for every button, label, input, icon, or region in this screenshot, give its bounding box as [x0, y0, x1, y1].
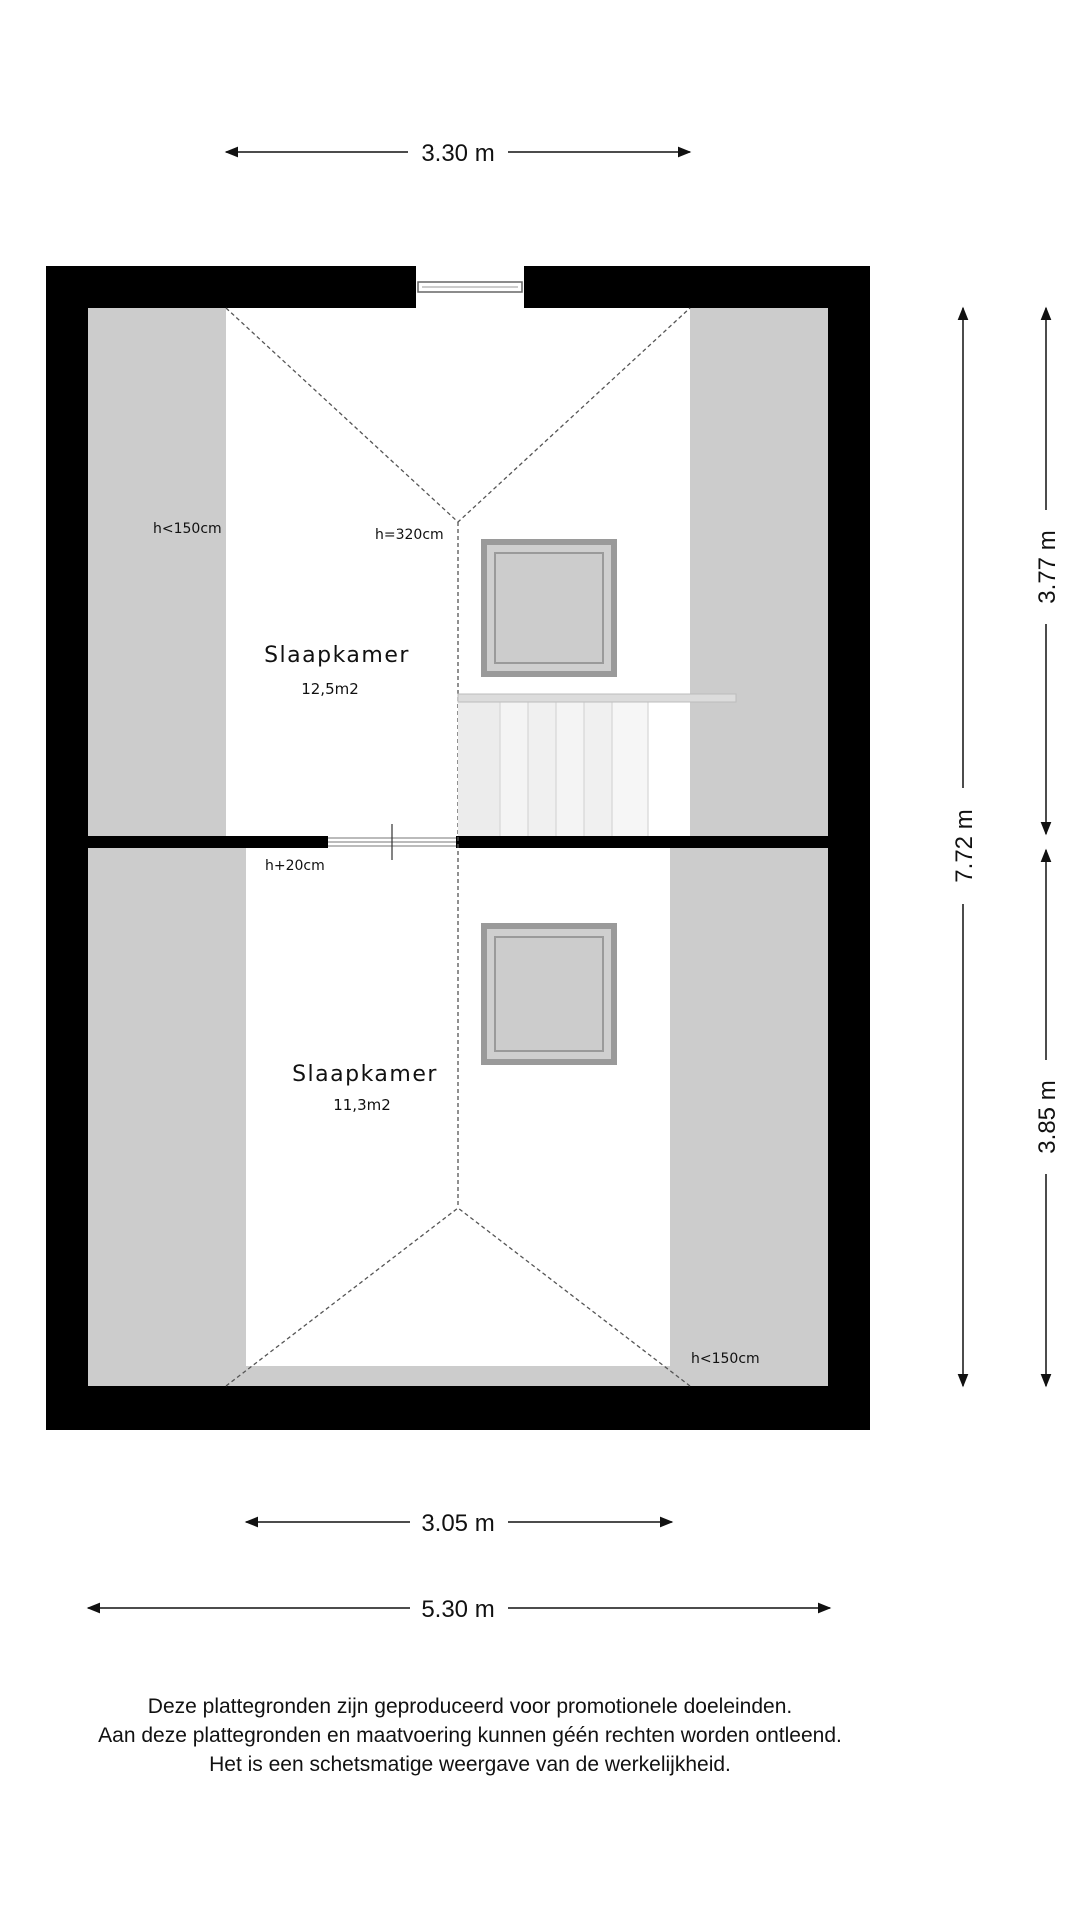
- room-area-upper: 12,5m2: [301, 680, 359, 698]
- room-area-lower: 11,3m2: [333, 1096, 391, 1114]
- height-label-upper-left: h<150cm: [153, 521, 222, 537]
- dimension-total-width: [88, 1596, 830, 1623]
- disclaimer-line: Het is een schetsmatige weergave van de werkelijkheid.: [209, 1753, 731, 1776]
- dimension-label-lower-length: 3.85 m: [1034, 1080, 1061, 1154]
- low-ceiling-zone-upper-left: [88, 308, 226, 836]
- stair-railing: [458, 694, 736, 702]
- dimension-label-total-length: 7.72 m: [951, 809, 978, 883]
- dimension-upper-length: [1034, 308, 1061, 834]
- height-label-upper-center: h=320cm: [375, 527, 444, 543]
- low-ceiling-zone-lower-left: [88, 848, 246, 1386]
- dimension-label-total-width: 5.30 m: [421, 1596, 495, 1623]
- room-name-lower: Slaapkamer: [292, 1062, 438, 1087]
- dimension-bottom-inner-width: [246, 1510, 672, 1537]
- dimension-label-bottom-inner-width: 3.05 m: [421, 1510, 495, 1537]
- low-ceiling-zone-lower-right: [670, 848, 828, 1386]
- disclaimer-line: Aan deze plattegronden en maatvoering kunnen géén rechten worden ontleend.: [98, 1724, 842, 1747]
- low-ceiling-zone-lower-bottom: [246, 1366, 670, 1386]
- skylight-lower: [482, 924, 616, 1064]
- dimension-lower-length: [1034, 850, 1061, 1386]
- dimension-top-width: [226, 140, 690, 167]
- height-label-door-step: h+20cm: [265, 858, 325, 874]
- disclaimer-line: Deze plattegronden zijn geproduceerd voor promotionele doeleinden.: [147, 1695, 793, 1718]
- skylight-upper: [482, 540, 616, 676]
- low-ceiling-zone-upper-right: [690, 308, 828, 836]
- disclaimer: [0, 1692, 940, 1779]
- room-name-upper: Slaapkamer: [264, 643, 410, 668]
- dimension-label-upper-length: 3.77 m: [1034, 530, 1061, 604]
- height-label-lower-right: h<150cm: [691, 1351, 760, 1367]
- dimension-label-top-width: 3.30 m: [421, 140, 495, 167]
- dimension-total-length: [951, 308, 978, 1386]
